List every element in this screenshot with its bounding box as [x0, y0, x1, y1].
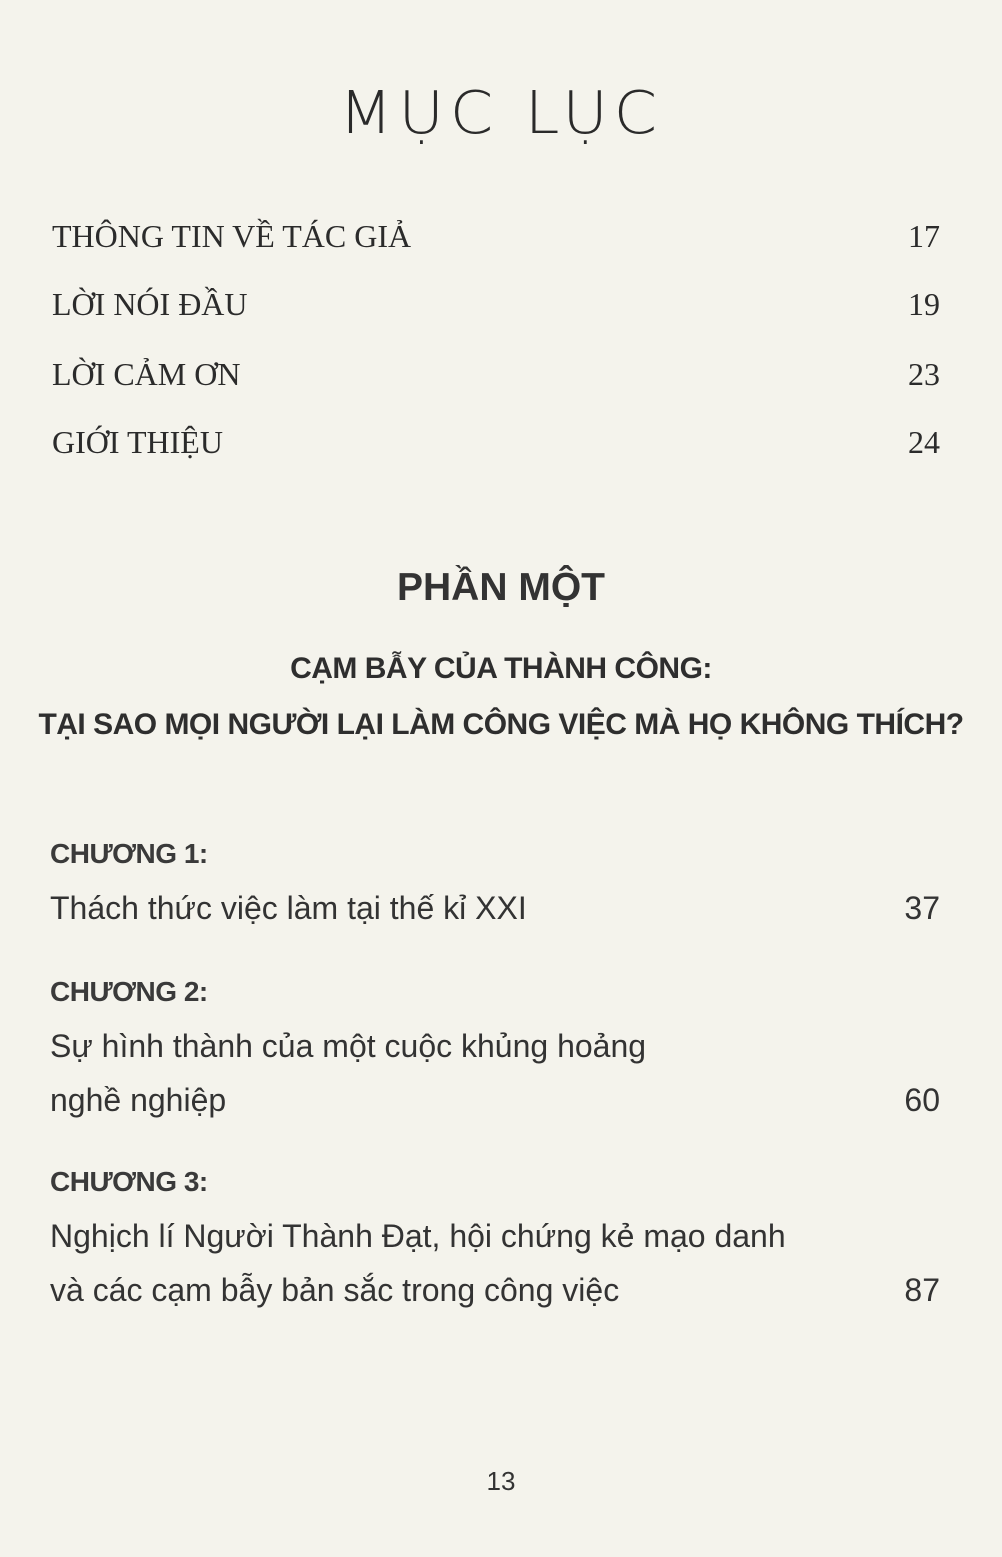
chapter-title-line: [50, 890, 940, 927]
toc-entry-page: 23: [908, 356, 940, 392]
chapter-label: CHƯƠNG 3:: [50, 1166, 208, 1197]
chapter-title-line: [50, 1082, 940, 1119]
page-title: MỤC LỤC: [339, 77, 663, 148]
chapter-label: CHƯƠNG 1:: [50, 838, 208, 869]
chapter-page: 37: [904, 890, 940, 926]
chapter-label: CHƯƠNG 2:: [50, 976, 208, 1007]
toc-entry-label: LỜI CẢM ƠN: [52, 356, 241, 392]
chapter-page: 60: [904, 1082, 940, 1118]
chapter-page: 87: [904, 1272, 940, 1308]
toc-entry-label: LỜI NÓI ĐẦU: [52, 286, 248, 322]
toc-entry-label: THÔNG TIN VỀ TÁC GIẢ: [52, 218, 412, 254]
toc-entry-acknowledgements: [52, 356, 940, 400]
toc-entry-page: 17: [908, 218, 940, 254]
toc-entry-label: GIỚI THIỆU: [52, 424, 223, 460]
part-subtitle-line-1: CẠM BẪY CỦA THÀNH CÔNG:: [290, 652, 712, 685]
toc-entry-page: 19: [908, 286, 940, 322]
chapter-title-line: [50, 1028, 940, 1065]
part-subtitle-line-2: TẠI SAO MỌI NGƯỜI LẠI LÀM CÔNG VIỆC MÀ HỌ KHÔNG THÍCH?: [38, 708, 964, 741]
chapter-title: Sự hình thành của một cuộc khủng hoảng: [50, 1028, 647, 1064]
toc-entry-preface: [52, 286, 940, 330]
page-number: 13: [486, 1466, 516, 1496]
chapter-title: nghề nghiệp: [50, 1082, 227, 1118]
chapter-title: Nghịch lí Người Thành Đạt, hội chứng kẻ mạo danh: [50, 1218, 786, 1254]
toc-entry-introduction: [52, 424, 940, 468]
chapter-title-line: [50, 1218, 940, 1255]
chapter-title: Thách thức việc làm tại thế kỉ XXI: [50, 890, 527, 926]
chapter-title: và các cạm bẫy bản sắc trong công việc: [50, 1272, 620, 1308]
chapter-title-line: [50, 1272, 940, 1309]
toc-entry-page: 24: [908, 424, 940, 460]
part-title: PHẦN MỘT: [397, 566, 605, 609]
toc-entry-author-info: [52, 218, 940, 262]
